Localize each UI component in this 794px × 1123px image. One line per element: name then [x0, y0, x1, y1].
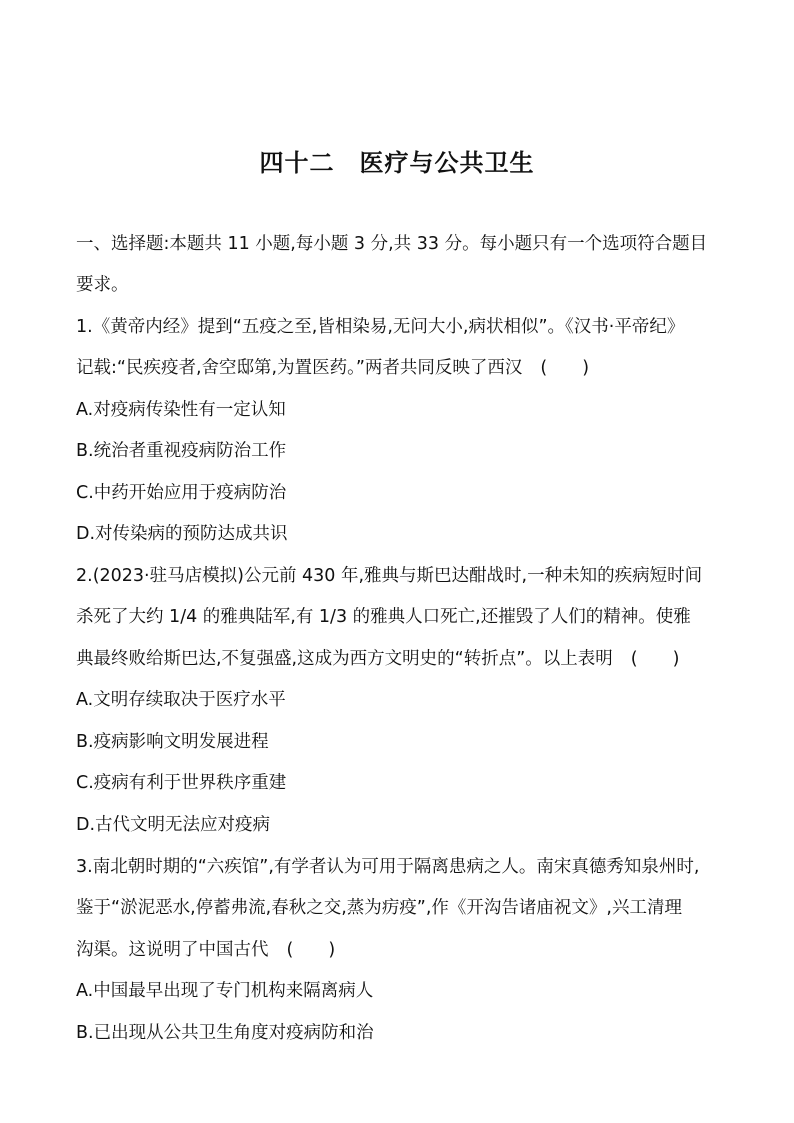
section-header-line-1: 一、选择题:本题共 11 小题,每小题 3 分,共 33 分。每小题只有一个选项符合题目 [76, 234, 708, 254]
q3-stem-line-3 [76, 938, 335, 962]
q2-stem-text: 典最终败给斯巴达,不复强盛,这成为西方文明史的“转折点”。以上表明 [76, 649, 613, 669]
q3-option-b: B.已出现从公共卫生角度对疫病防和治 [76, 1023, 374, 1043]
q2-option-b: B.疫病影响文明发展进程 [76, 732, 269, 752]
q2-option-c: C.疫病有利于世界秩序重建 [76, 773, 287, 793]
page-title: 四十二 医疗与公共卫生 [259, 149, 535, 177]
q1-stem-line-2 [76, 356, 589, 380]
q1-option-d: D.对传染病的预防达成共识 [76, 524, 288, 544]
q2-stem-line-2: 杀死了大约 1/4 的雅典陆军,有 1/3 的雅典人口死亡,还摧毁了人们的精神。使雅 [76, 607, 691, 627]
section-header-line-2: 要求。 [76, 275, 129, 295]
q1-stem-text: 记载:“民疾疫者,舍空邸第,为置医药。”两者共同反映了西汉 [76, 358, 523, 378]
q3-stem-text: 沟渠。这说明了中国古代 [76, 940, 269, 960]
q1-answer-blank: ( ) [540, 358, 590, 378]
q1-option-a: A.对疫病传染性有一定认知 [76, 400, 286, 420]
q2-answer-blank: ( ) [630, 649, 680, 669]
q1-option-c: C.中药开始应用于疫病防治 [76, 483, 287, 503]
q1-option-b: B.统治者重视疫病防治工作 [76, 441, 287, 461]
q3-answer-blank: ( ) [286, 940, 336, 960]
q3-stem-line-2: 鉴于“淤泥恶水,停蓄弗流,春秋之交,蒸为疠疫”,作《开沟告诸庙祝文》,兴工清理 [76, 898, 682, 918]
q2-stem-line-3 [76, 647, 679, 671]
q3-stem-line-1: 3.南北朝时期的“六疾馆”,有学者认为可用于隔离患病之人。南宋真德秀知泉州时, [76, 857, 700, 877]
q3-option-a: A.中国最早出现了专门机构来隔离病人 [76, 981, 374, 1001]
q1-stem-line-1: 1.《黄帝内经》提到“五疫之至,皆相染易,无问大小,病状相似”。《汉书·平帝纪》 [76, 317, 685, 337]
q2-stem-line-1: 2.(2023·驻马店模拟)公元前 430 年,雅典与斯巴达酣战时,一种未知的疾病短时间 [76, 566, 703, 586]
q2-option-d: D.古代文明无法应对疫病 [76, 815, 271, 835]
q2-option-a: A.文明存续取决于医疗水平 [76, 690, 286, 710]
